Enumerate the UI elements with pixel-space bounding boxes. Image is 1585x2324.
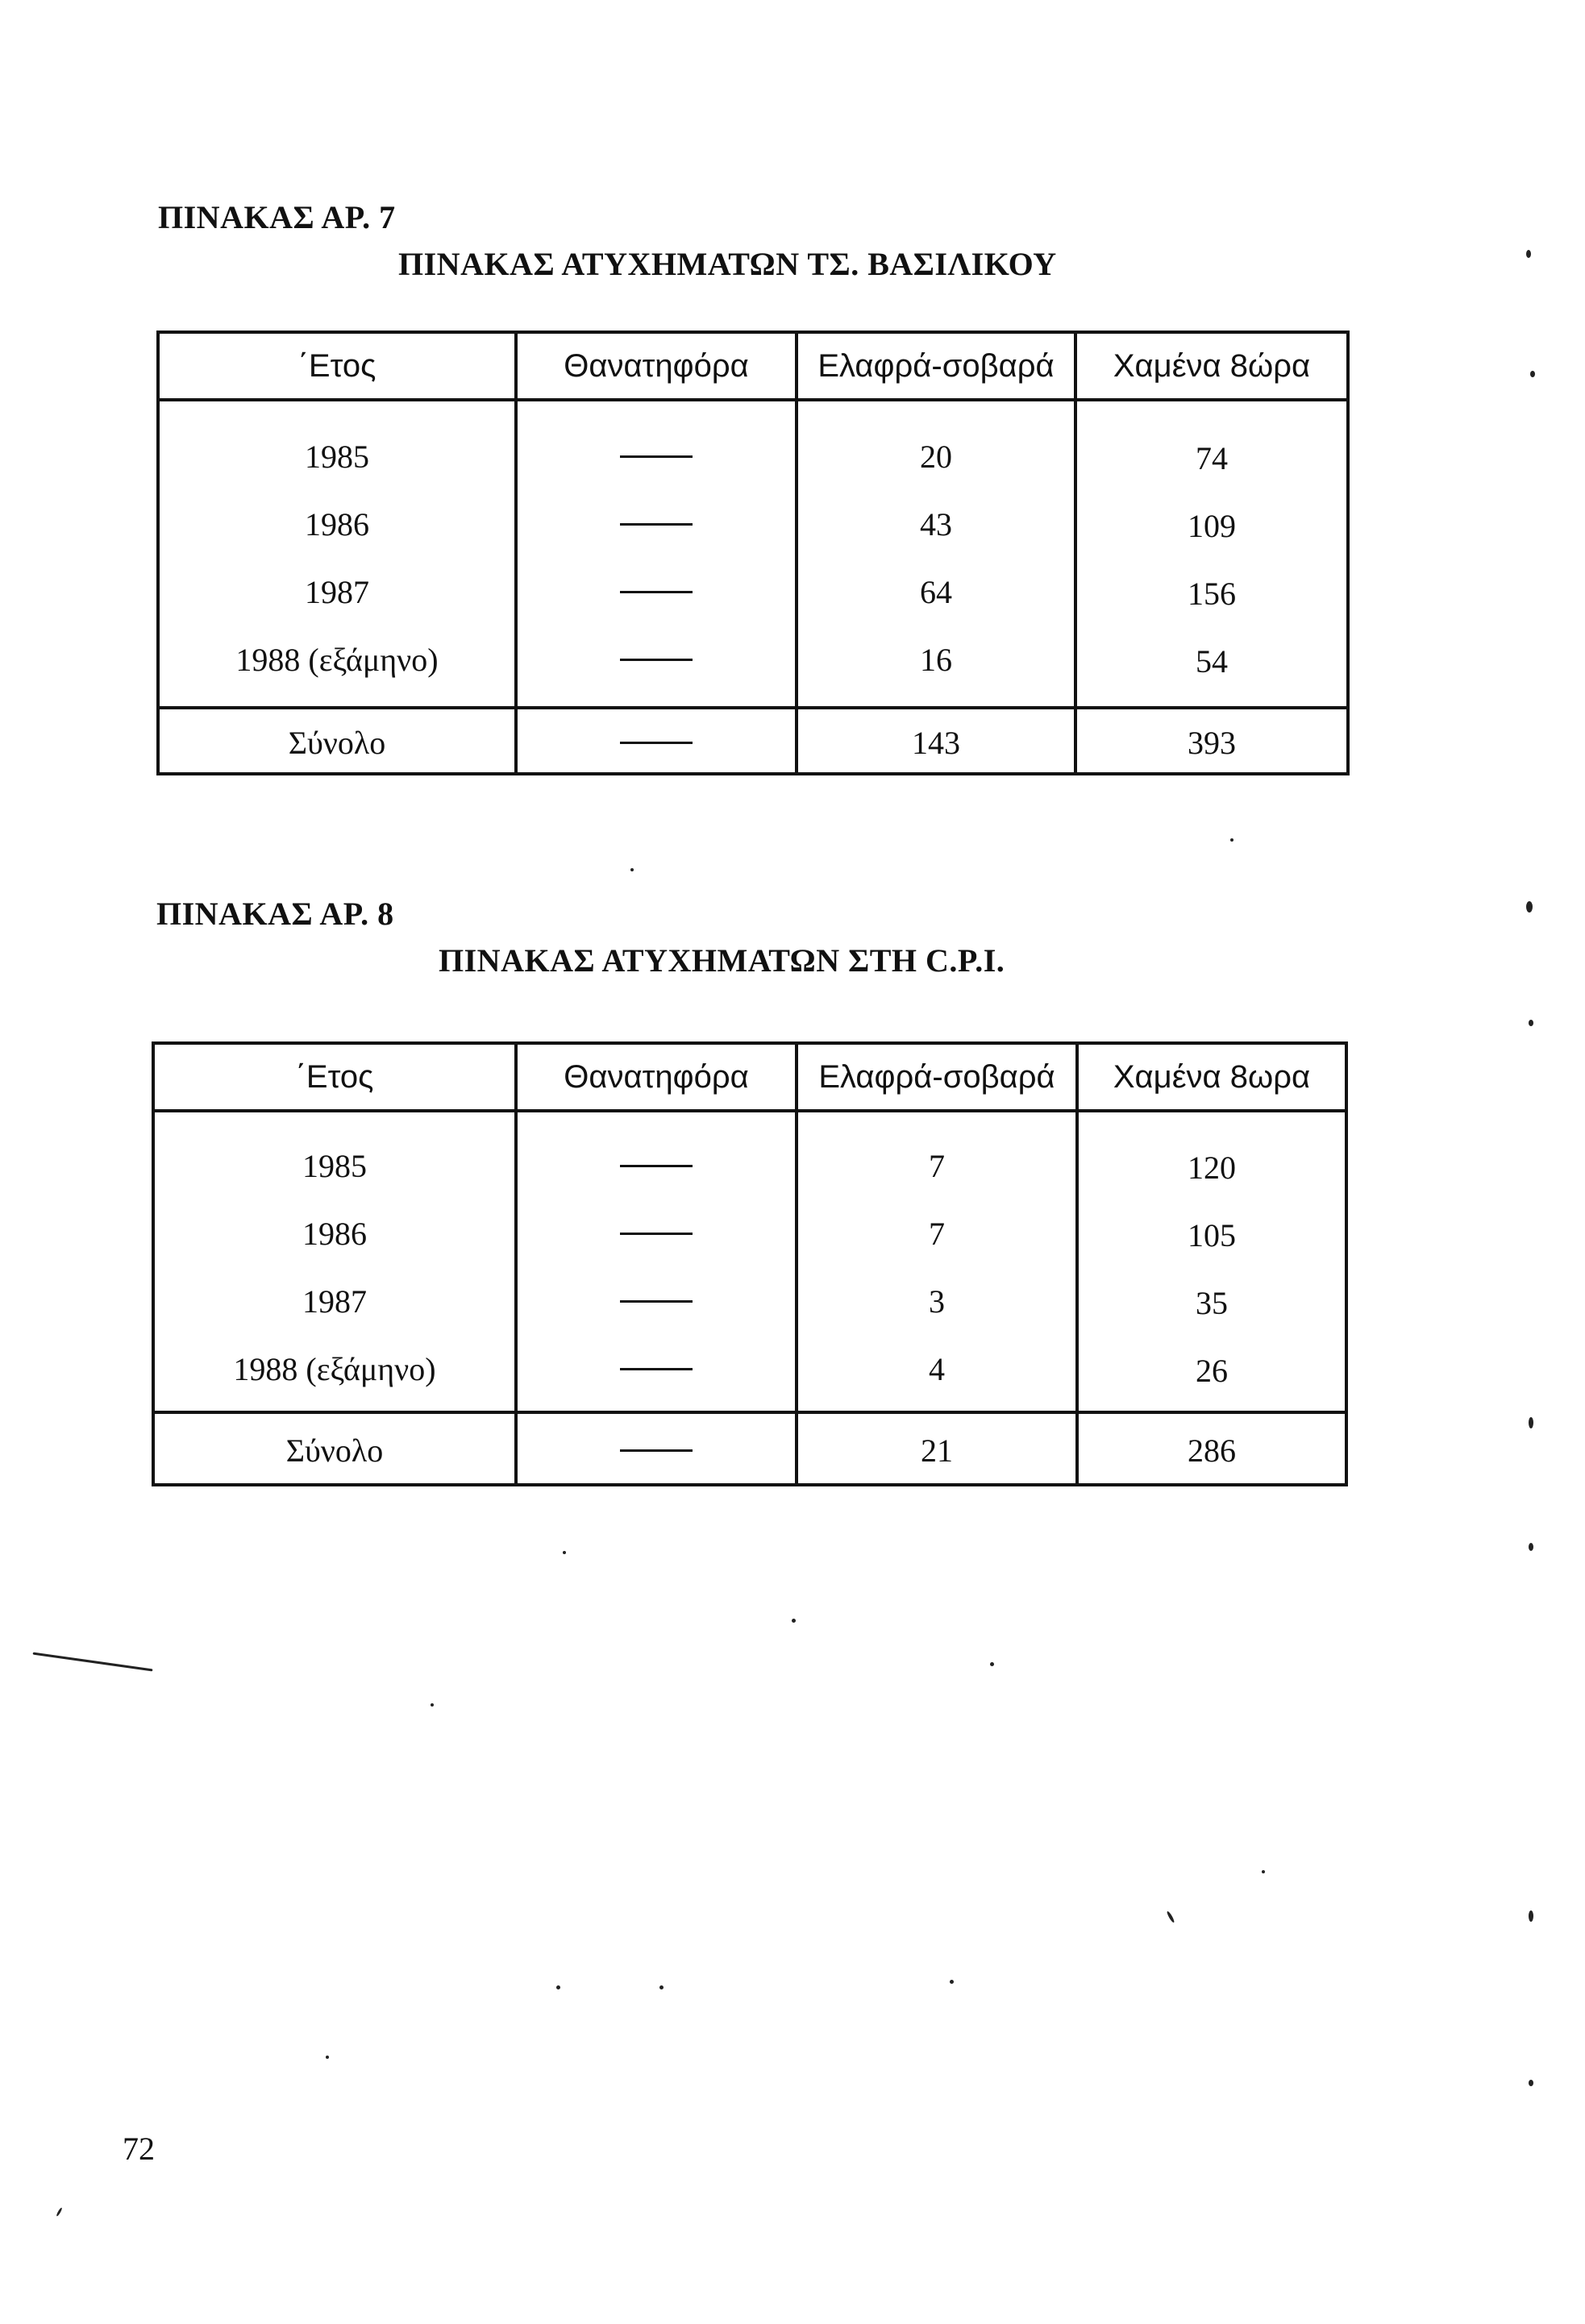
fatal-cell xyxy=(518,422,795,490)
scan-speck xyxy=(1230,838,1233,842)
lost-shifts-cell: 109 xyxy=(1188,507,1236,544)
scan-speck xyxy=(659,1985,664,1989)
year-cell: 1988 (εξάμηνο) xyxy=(235,641,439,678)
table-7-label: ΠΙΝΑΚΑΣ ΑΡ. 7 xyxy=(158,199,396,235)
table-7 xyxy=(156,331,1350,775)
column-divider xyxy=(514,334,518,772)
table-8 xyxy=(152,1041,1348,1486)
table-row xyxy=(155,1132,1345,1199)
table-header-row xyxy=(155,1045,1345,1112)
total-fatal-cell xyxy=(518,709,795,775)
fatal-cell xyxy=(518,626,795,693)
fatal-cell xyxy=(518,1199,795,1267)
dash-mark xyxy=(620,1368,693,1370)
scan-speck xyxy=(1530,371,1535,377)
dash-mark xyxy=(620,591,693,593)
header-cell-year: ΄Ετος xyxy=(295,1058,374,1095)
dash-mark xyxy=(620,455,693,458)
total-label-cell: Σύνολο xyxy=(288,724,386,761)
lost-shifts-cell: 54 xyxy=(1196,642,1228,680)
minor-serious-cell: 3 xyxy=(929,1283,945,1320)
scan-speck xyxy=(1526,901,1533,913)
header-cell-year: ΄Ετος xyxy=(297,347,376,384)
scan-speck xyxy=(1529,2080,1533,2086)
table-row xyxy=(160,490,1346,558)
year-cell: 1986 xyxy=(302,1215,367,1252)
scan-speck xyxy=(556,1985,560,1989)
minor-serious-cell: 7 xyxy=(929,1147,945,1184)
column-divider xyxy=(795,1045,798,1483)
dash-mark xyxy=(620,1300,693,1303)
table-header-row xyxy=(160,334,1346,401)
minor-serious-cell: 4 xyxy=(929,1350,945,1387)
minor-serious-cell: 20 xyxy=(920,438,952,475)
scan-speck xyxy=(1529,1543,1533,1551)
scan-speck xyxy=(630,868,634,871)
table-total-row xyxy=(160,706,1346,775)
lost-shifts-cell: 120 xyxy=(1188,1149,1236,1186)
table-8-title: ΠΙΝΑΚΑΣ ΑΤΥΧΗΜΑΤΩΝ ΣΤΗ C.P.I. xyxy=(439,942,1005,979)
minor-serious-cell: 64 xyxy=(920,573,952,610)
lost-shifts-cell: 26 xyxy=(1196,1352,1228,1389)
scan-speck xyxy=(326,2056,329,2059)
total-label-cell: Σύνολο xyxy=(285,1432,384,1469)
scan-speck xyxy=(950,1980,954,1984)
table-row xyxy=(160,626,1346,693)
scan-speck xyxy=(1262,1870,1265,1873)
scan-speck xyxy=(431,1703,434,1707)
minor-serious-cell: 16 xyxy=(920,641,952,678)
column-divider xyxy=(1074,334,1077,772)
column-divider xyxy=(795,334,798,772)
table-total-row xyxy=(155,1411,1345,1486)
table-8-label: ΠΙΝΑΚΑΣ ΑΡ. 8 xyxy=(156,896,394,932)
lost-shifts-cell: 105 xyxy=(1188,1216,1236,1253)
year-cell: 1985 xyxy=(302,1147,367,1184)
header-cell-lost-shifts: Χαμένα 8ώρα xyxy=(1113,347,1311,384)
year-cell: 1986 xyxy=(305,505,369,543)
dash-mark xyxy=(620,1233,693,1235)
fatal-cell xyxy=(518,490,795,558)
scan-speck xyxy=(1526,250,1531,258)
dash-mark xyxy=(620,659,693,661)
dash-mark xyxy=(620,1165,693,1167)
table-7-title: ΠΙΝΑΚΑΣ ΑΤΥΧΗΜΑΤΩΝ ΤΣ. ΒΑΣΙΛΙΚΟΥ xyxy=(398,246,1057,282)
total-lost-shifts-cell: 393 xyxy=(1188,724,1236,761)
header-cell-minor-serious: Ελαφρά-σοβαρά xyxy=(818,1058,1055,1095)
table-row xyxy=(160,422,1346,490)
scan-speck xyxy=(1166,1910,1175,1923)
table-row xyxy=(155,1335,1345,1403)
header-cell-fatal: Θανατηφόρα xyxy=(564,347,749,384)
fatal-cell xyxy=(518,1267,795,1335)
dash-mark xyxy=(620,742,693,744)
scan-speck xyxy=(1529,1020,1533,1026)
lost-shifts-cell: 35 xyxy=(1196,1284,1228,1321)
scan-speck xyxy=(56,2207,63,2217)
table-row xyxy=(155,1199,1345,1267)
lost-shifts-cell: 74 xyxy=(1196,439,1228,476)
year-cell: 1988 (εξάμηνο) xyxy=(233,1350,436,1387)
column-divider xyxy=(514,1045,518,1483)
table-row xyxy=(155,1267,1345,1335)
scan-speck xyxy=(33,1653,153,1672)
table-row xyxy=(160,558,1346,626)
header-cell-minor-serious: Ελαφρά-σοβαρά xyxy=(817,347,1055,384)
scan-speck xyxy=(1529,1910,1533,1922)
total-lost-shifts-cell: 286 xyxy=(1188,1432,1236,1469)
year-cell: 1987 xyxy=(305,573,369,610)
dash-mark xyxy=(620,1449,693,1452)
scan-speck xyxy=(990,1662,994,1666)
total-fatal-cell xyxy=(518,1414,795,1486)
year-cell: 1985 xyxy=(305,438,369,475)
fatal-cell xyxy=(518,558,795,626)
scan-speck xyxy=(1529,1417,1533,1428)
year-cell: 1987 xyxy=(302,1283,367,1320)
total-minor-serious-cell: 21 xyxy=(921,1432,953,1469)
fatal-cell xyxy=(518,1132,795,1199)
header-cell-lost-shifts: Χαμένα 8ωρα xyxy=(1113,1058,1311,1095)
minor-serious-cell: 43 xyxy=(920,505,952,543)
scan-speck xyxy=(563,1551,566,1554)
fatal-cell xyxy=(518,1335,795,1403)
dash-mark xyxy=(620,523,693,526)
minor-serious-cell: 7 xyxy=(929,1215,945,1252)
header-cell-fatal: Θανατηφόρα xyxy=(564,1058,749,1095)
scan-speck xyxy=(792,1619,796,1623)
total-minor-serious-cell: 143 xyxy=(912,724,960,761)
page-number: 72 xyxy=(123,2131,155,2167)
column-divider xyxy=(1075,1045,1079,1483)
lost-shifts-cell: 156 xyxy=(1188,575,1236,612)
